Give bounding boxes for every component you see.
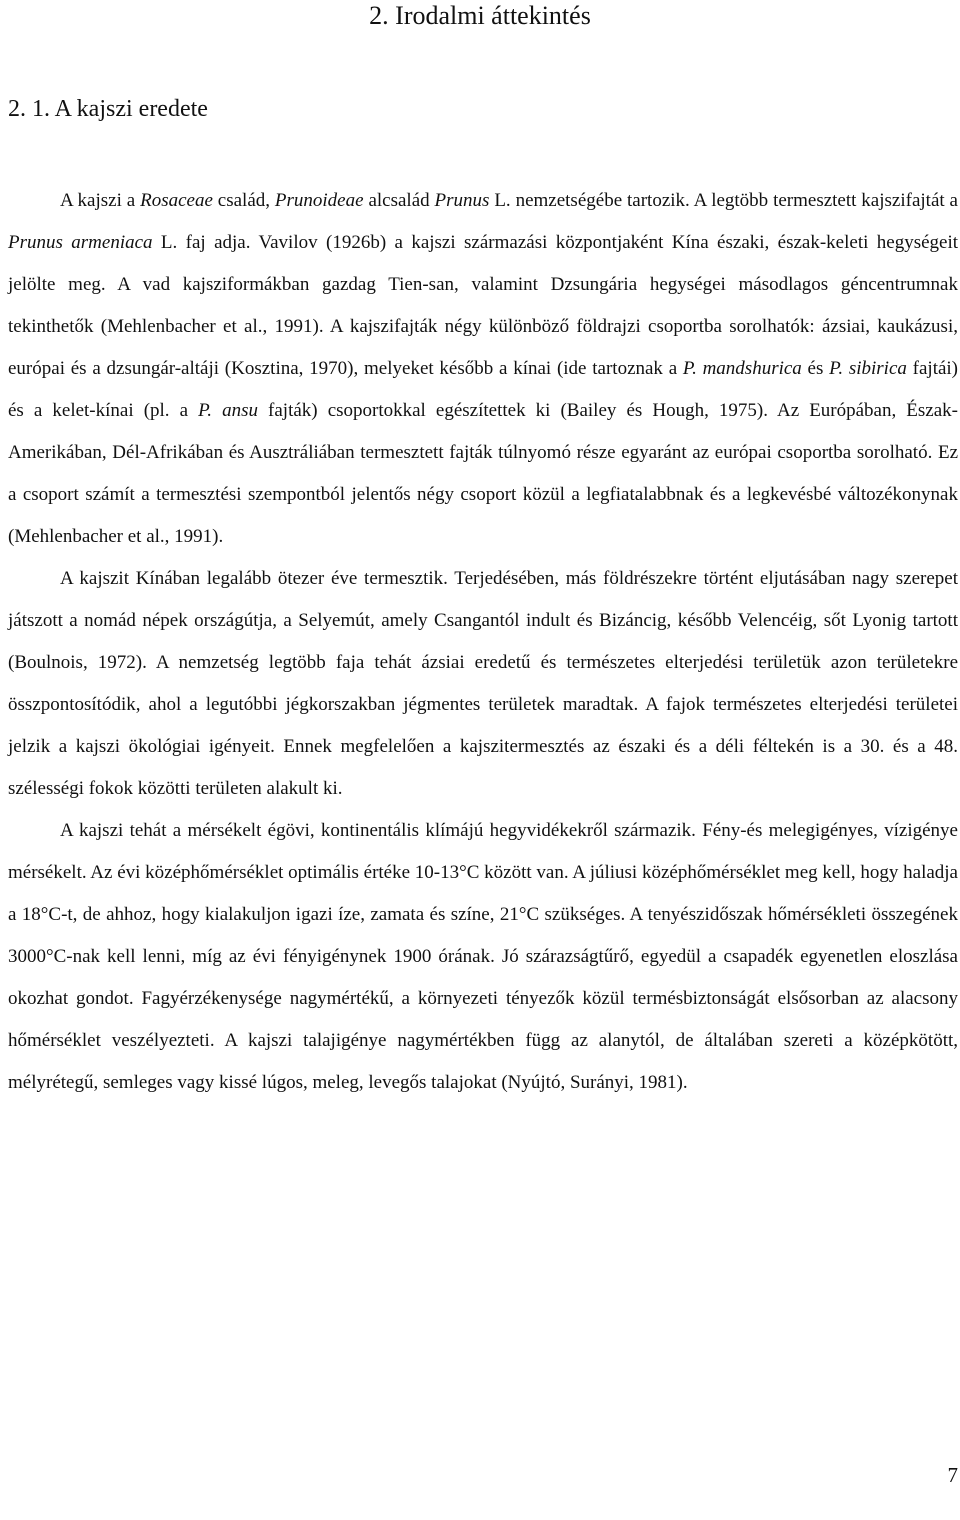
page-number: 7 [947, 1463, 958, 1487]
italic-term: Prunus [434, 190, 490, 211]
chapter-title: 2. Irodalmi áttekintés [369, 1, 591, 30]
italic-term: P. ansu [198, 400, 258, 421]
italic-term: Rosaceae [140, 190, 213, 211]
body-text [8, 180, 958, 1104]
paragraph: A kajszi a Rosaceae család, Prunoideae alcsalád Prunus L. nemzetségébe tartozik. A legtöbb termesztett kajszifajtát a Prunus armeniaca L. faj adja. Vavilov (1926b) a kajszi származási központjaként Kína északi, észak-keleti hegységeit jelölte meg. A vad kajsziformákban gazdag Tien-san, valamint Dzsungária hegységei másodlagos géncentrumnak tekinthetők (Mehlenbacher et al., 1991). A kajszifajták négy különböző földrajzi csoportba sorolhatók: ázsiai, kaukázusi, európai és a dzsungár-altáji (Kosztina, 1970), melyeket később a kínai (ide tartoznak a P. mandshurica és P. sibirica fajtái) és a kelet-kínai (pl. a P. ansu fajták) csoportokkal egészítettek ki (Bailey és Hough, 1975). Az Európában, Észak-Amerikában, Dél-Afrikában és Ausztráliában termesztett fajták túlnyomó része egyaránt az európai csoportba sorolható. Ez a csoport számít a termesztési szempontból jelentős négy csoport közül a legfiatalabbnak és a legkevésbé változékonynak (Mehlenbacher et al., 1991). [8, 190, 959, 547]
paragraph: A kajszit Kínában legalább ötezer éve termesztik. Terjedésében, más földrészekre történt eljutásában nagy szerepet játszott a nomád népek országútja, a Selyemút, amely Csangantól indult és Bizáncig, később Velencéig, sőt Lyonig tartott (Boulnois, 1972). A nemzetség legtöbb faja tehát ázsiai eredetű és természetes elterjedési területük azon területekre összpontosítódik, ahol a legutóbbi jégkorszakban jégmentes területek maradtak. A fajok természetes elterjedési területei jelzik a kajszi ökológiai igényeit. Ennek megfelelően a kajszitermesztés az északi és a déli féltekén is a 30. és a 48. szélességi fokok közötti területen alakult ki. [8, 568, 958, 799]
italic-term: P. sibirica [829, 358, 907, 379]
italic-term: P. mandshurica [682, 358, 802, 379]
section-title: 2. 1. A kajszi eredete [8, 96, 208, 122]
paragraph: A kajszi tehát a mérsékelt égövi, kontinentális klímájú hegyvidékekről származik. Fény-és melegigényes, vízigénye mérsékelt. Az évi középhőmérséklet optimális értéke 10-13°C között van. A júliusi középhőmérséklet meg kell, hogy haladja a 18°C-t, de ahhoz, hogy kialakuljon igazi íze, zamata és színe, 21°C szükséges. A tenyészidőszak hőmérsékleti összegének 3000°C-nak kell lenni, míg az évi fényigénynek 1900 órának. Jó szárazságtűrő, egyedül a csapadék egyenetlen eloszlása okozhat gondot. Fagyérzékenysége nagymértékű, a környezeti tényezők közül termésbiztonságát elsősorban az alacsony hőmérséklet veszélyezteti. A kajszi talajigénye nagymértékben függ az alanytól, de általában szereti a középkötött, mélyrétegű, semleges vagy kissé lúgos, meleg, levegős talajokat (Nyújtó, Surányi, 1981). [8, 820, 958, 1093]
italic-term: Prunus armeniaca [8, 232, 153, 253]
italic-term: Prunoideae [274, 190, 364, 211]
